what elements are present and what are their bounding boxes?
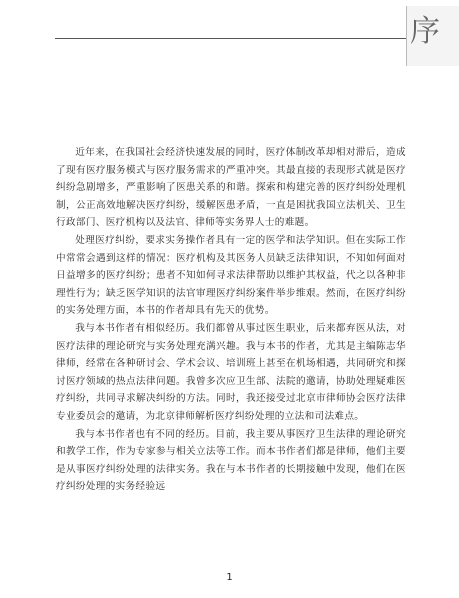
preface-body [56, 144, 406, 496]
page-number: 1 [226, 572, 233, 583]
page-title: 序 [410, 14, 440, 49]
header-rule [55, 38, 406, 39]
paragraph: 我与本书作者有相似经历。我们都曾从事过医生职业，后来都弃医从法，对医疗法律的理论研究与实务处理充满兴趣。我与本书的作者，尤其是主编陈志华律师，经常在各种研讨会、学术会议、培训班上甚至在机场相遇，共同研究和探讨医疗领域的热点法律问题。我曾多次应卫生部、法院的邀请，协助处理疑难医疗纠纷，共同寻求解决纠纷的方法。同时，我还接受过北京市律师协会医疗法律专业委员会的邀请，为北京律师解析医疗纠纷处理的立法和司法难点。 [56, 322, 406, 422]
paragraph: 我与本书作者也有不同的经历。目前，我主要从事医疗卫生法律的理论研究和教学工作，作为专家参与相关立法等工作。而本书作者们都是律师，他们主要是从事医疗纠纷处理的法律实务。我在与本书作者的长期接触中发现，他们在医疗纠纷处理的实务经验远 [56, 428, 406, 493]
paragraph: 近年来，在我国社会经济快速发展的同时，医疗体制改革却相对滞后，造成了现有医疗服务模式与医疗服务需求的严重冲突。其最直接的表现形式就是医疗纠纷急剧增多，严重影响了医患关系的和谐。探索和构建完善的医疗纠纷处理机制，公正高效地解决医疗纠纷，缓解医患矛盾，一直是困扰我国立法机关、卫生行政部门、医疗机构以及法官、律师等实务界人士的难题。 [56, 147, 406, 229]
paragraph: 处理医疗纠纷，要求实务操作者具有一定的医学和法学知识。但在实际工作中常常会遇到这样的情况：医疗机构及其医务人员缺乏法律知识，不知如何面对日益增多的医疗纠纷；患者不知如何寻求法律帮助以维护其权益，代之以各种非理性行为；缺乏医学知识的法官审理医疗纠纷案件举步维艰。然而，在医疗纠纷的实务处理方面，本书的作者却具有先天的优势。 [56, 234, 406, 317]
